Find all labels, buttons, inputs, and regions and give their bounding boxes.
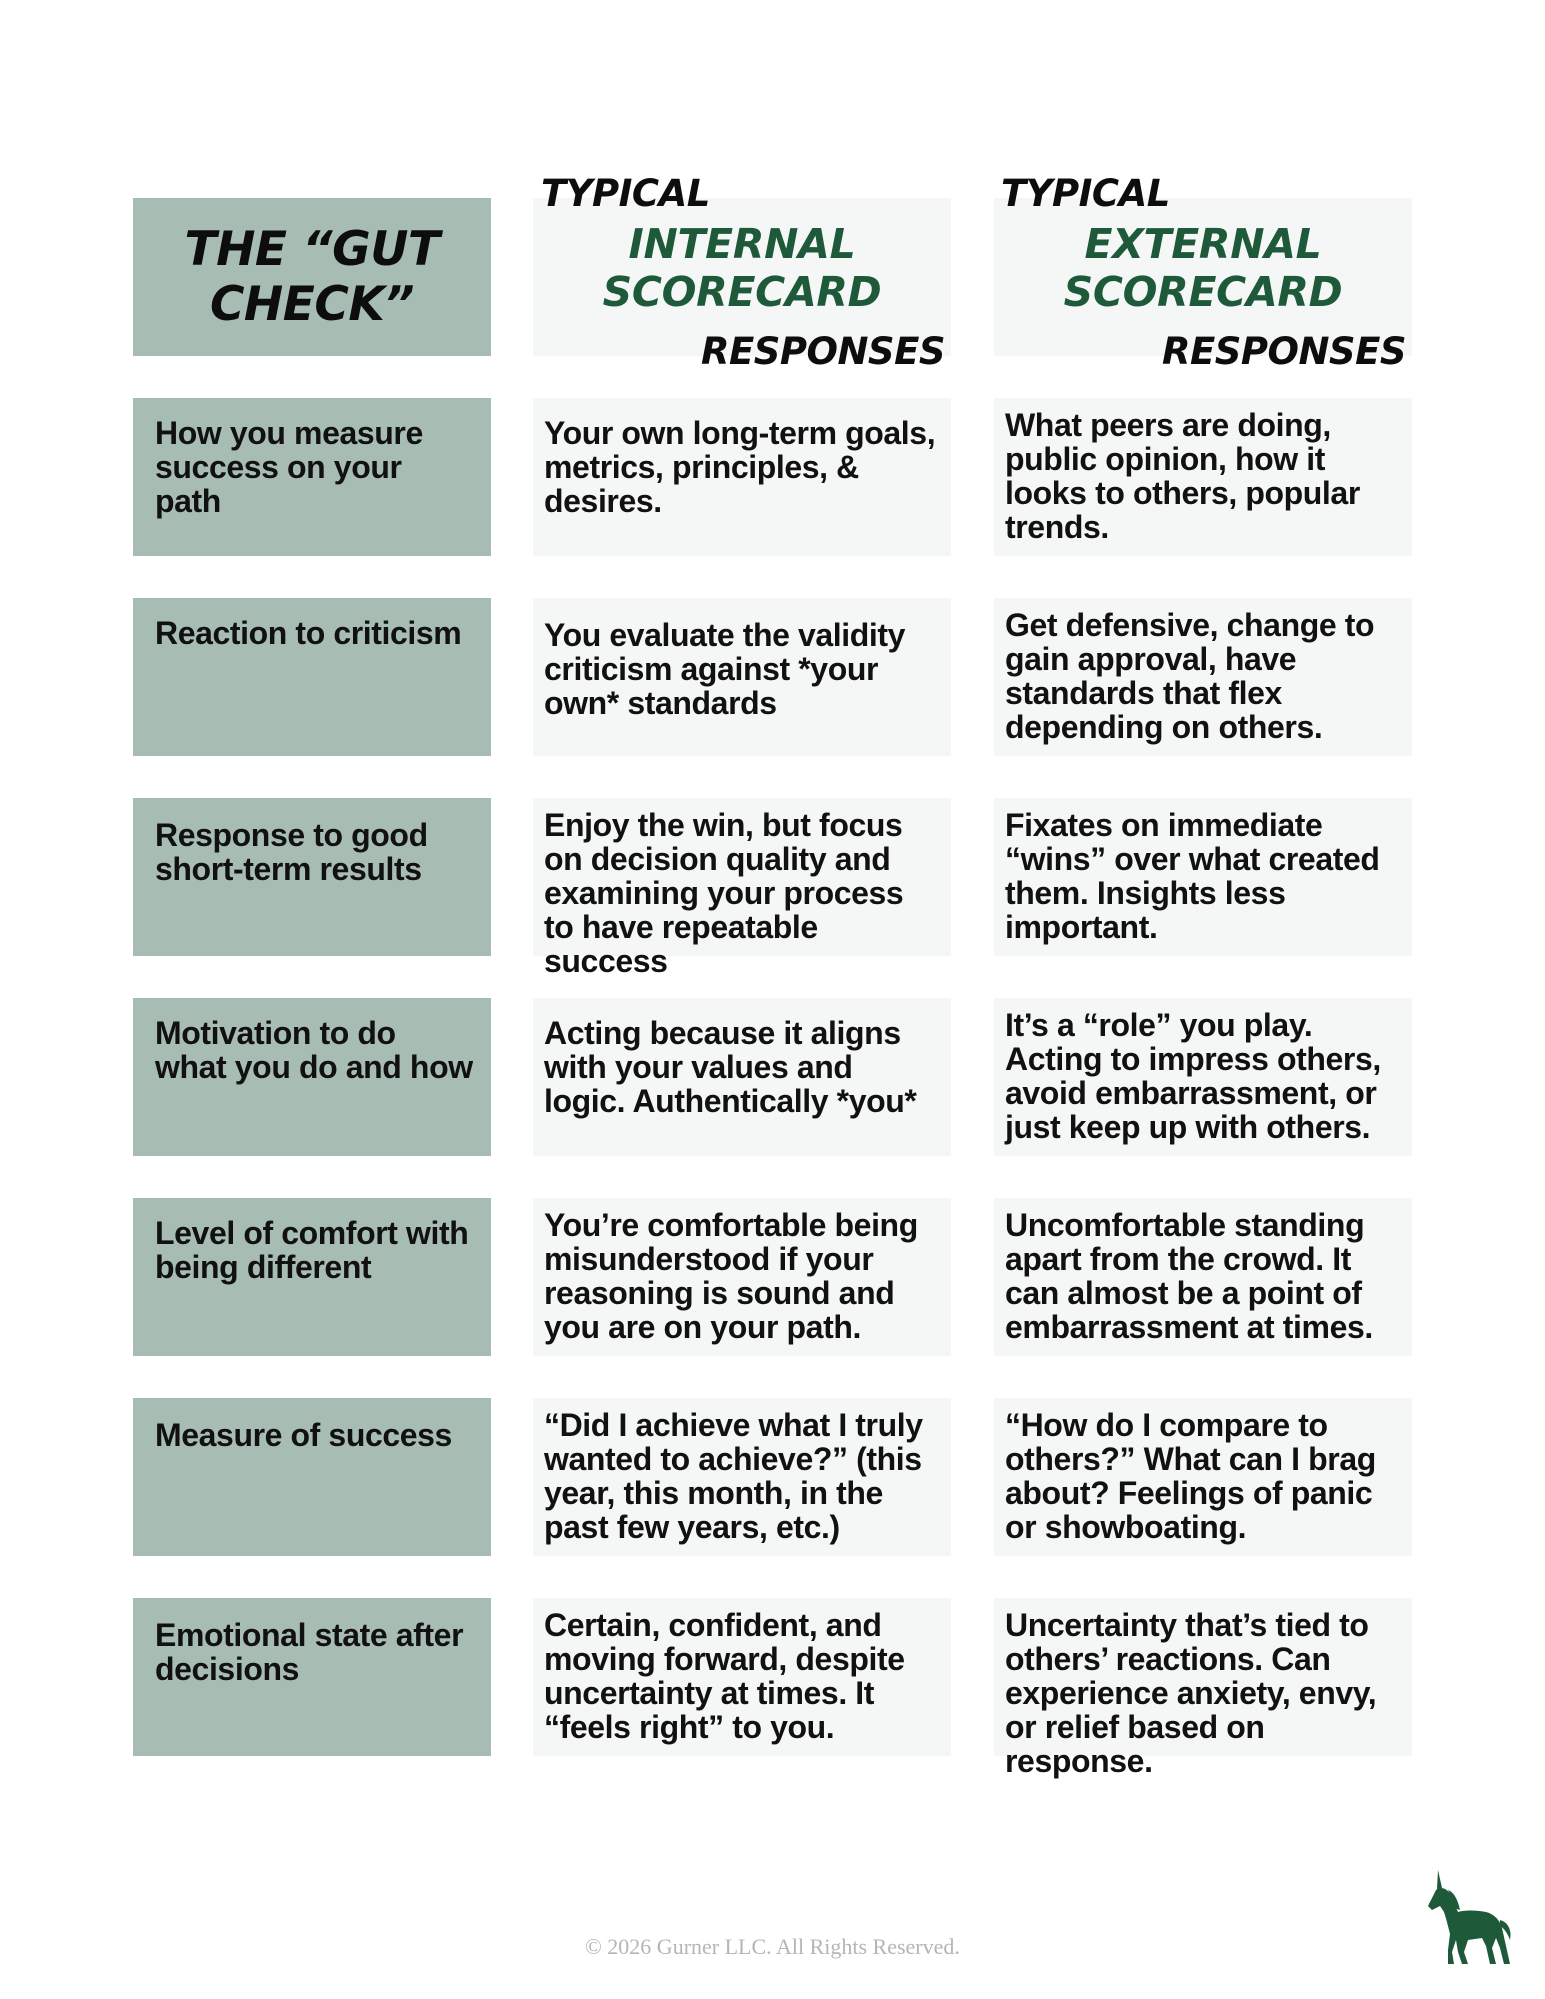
internal-response-text: Your own long-term goals, metrics, principles, & desires. bbox=[544, 415, 936, 519]
internal-response-cell bbox=[533, 1598, 951, 1756]
row-label: Reaction to criticism bbox=[155, 615, 462, 651]
row-label-box bbox=[133, 1198, 491, 1356]
row-label: Level of comfort with being different bbox=[155, 1215, 469, 1285]
row-label: Response to good short-term results bbox=[155, 817, 428, 887]
copyright-footer: © 2026 Gurner LLC. All Rights Reserved. bbox=[585, 1934, 960, 1959]
internal-response-text: “Did I achieve what I truly wanted to achieve?” (this year, this month, in the past few years, etc.) bbox=[544, 1407, 923, 1545]
external-response-text: Fixates on immediate “wins” over what created them. Insights less important. bbox=[1005, 807, 1380, 945]
gut-check-header bbox=[133, 198, 491, 356]
internal-scorecard-title: INTERNAL SCORECARD bbox=[602, 220, 882, 316]
internal-response-cell bbox=[533, 998, 951, 1156]
gut-check-title: THE “GUT CHECK” bbox=[184, 222, 440, 332]
internal-response-text: Certain, confident, and moving forward, despite uncertainty at times. It “feels right” to you. bbox=[544, 1607, 905, 1745]
row-label-box bbox=[133, 398, 491, 556]
internal-typical-label: TYPICAL bbox=[541, 172, 710, 215]
row-label: Measure of success bbox=[155, 1417, 452, 1453]
row-label: How you measure success on your path bbox=[155, 415, 423, 519]
internal-responses-label: RESPONSES bbox=[700, 330, 945, 373]
external-response-cell bbox=[994, 1398, 1412, 1556]
external-response-text: “How do I compare to others?” What can I brag about? Feelings of panic or showboating. bbox=[1005, 1407, 1376, 1545]
internal-response-text: Acting because it aligns with your values and logic. Authentically *you* bbox=[544, 1015, 917, 1119]
unicorn-logo-icon bbox=[1418, 1868, 1514, 1968]
internal-response-text: Enjoy the win, but focus on decision quality and examining your process to have repeatable success bbox=[544, 807, 904, 979]
external-response-cell bbox=[994, 1598, 1412, 1779]
row-label-box bbox=[133, 798, 491, 956]
internal-response-cell bbox=[533, 398, 951, 556]
row-label-box bbox=[133, 1398, 491, 1556]
external-scorecard-title: EXTERNAL SCORECARD bbox=[1063, 220, 1343, 316]
row-label: Emotional state after decisions bbox=[155, 1617, 464, 1687]
external-typical-label: TYPICAL bbox=[1001, 172, 1170, 215]
row-label-box bbox=[133, 598, 491, 756]
internal-response-cell bbox=[533, 1198, 951, 1356]
internal-response-cell bbox=[533, 1398, 951, 1556]
external-response-cell bbox=[994, 398, 1412, 556]
row-label-box bbox=[133, 1598, 491, 1756]
internal-response-text: You’re comfortable being misunderstood if your reasoning is sound and you are on your path. bbox=[544, 1207, 918, 1345]
external-responses-label: RESPONSES bbox=[1161, 330, 1406, 373]
external-response-text: It’s a “role” you play. Acting to impress others, avoid embarrassment, or just keep up with others. bbox=[1005, 1007, 1381, 1145]
external-response-text: Get defensive, change to gain approval, have standards that flex depending on others. bbox=[1005, 607, 1375, 745]
external-response-cell bbox=[994, 1198, 1412, 1356]
external-response-text: What peers are doing, public opinion, how it looks to others, popular trends. bbox=[1005, 407, 1360, 545]
row-label-box bbox=[133, 998, 491, 1156]
internal-response-text: You evaluate the validity criticism against *your own* standards bbox=[544, 617, 906, 721]
internal-response-cell bbox=[533, 598, 951, 756]
external-response-cell bbox=[994, 598, 1412, 756]
row-label: Motivation to do what you do and how bbox=[155, 1015, 473, 1085]
external-response-text: Uncomfortable standing apart from the crowd. It can almost be a point of embarrassment at times. bbox=[1005, 1207, 1373, 1345]
external-response-text: Uncertainty that’s tied to others’ reactions. Can experience anxiety, envy, or relief based on response. bbox=[1005, 1607, 1377, 1779]
internal-response-cell bbox=[533, 798, 951, 979]
external-response-cell bbox=[994, 798, 1412, 956]
external-response-cell bbox=[994, 998, 1412, 1156]
